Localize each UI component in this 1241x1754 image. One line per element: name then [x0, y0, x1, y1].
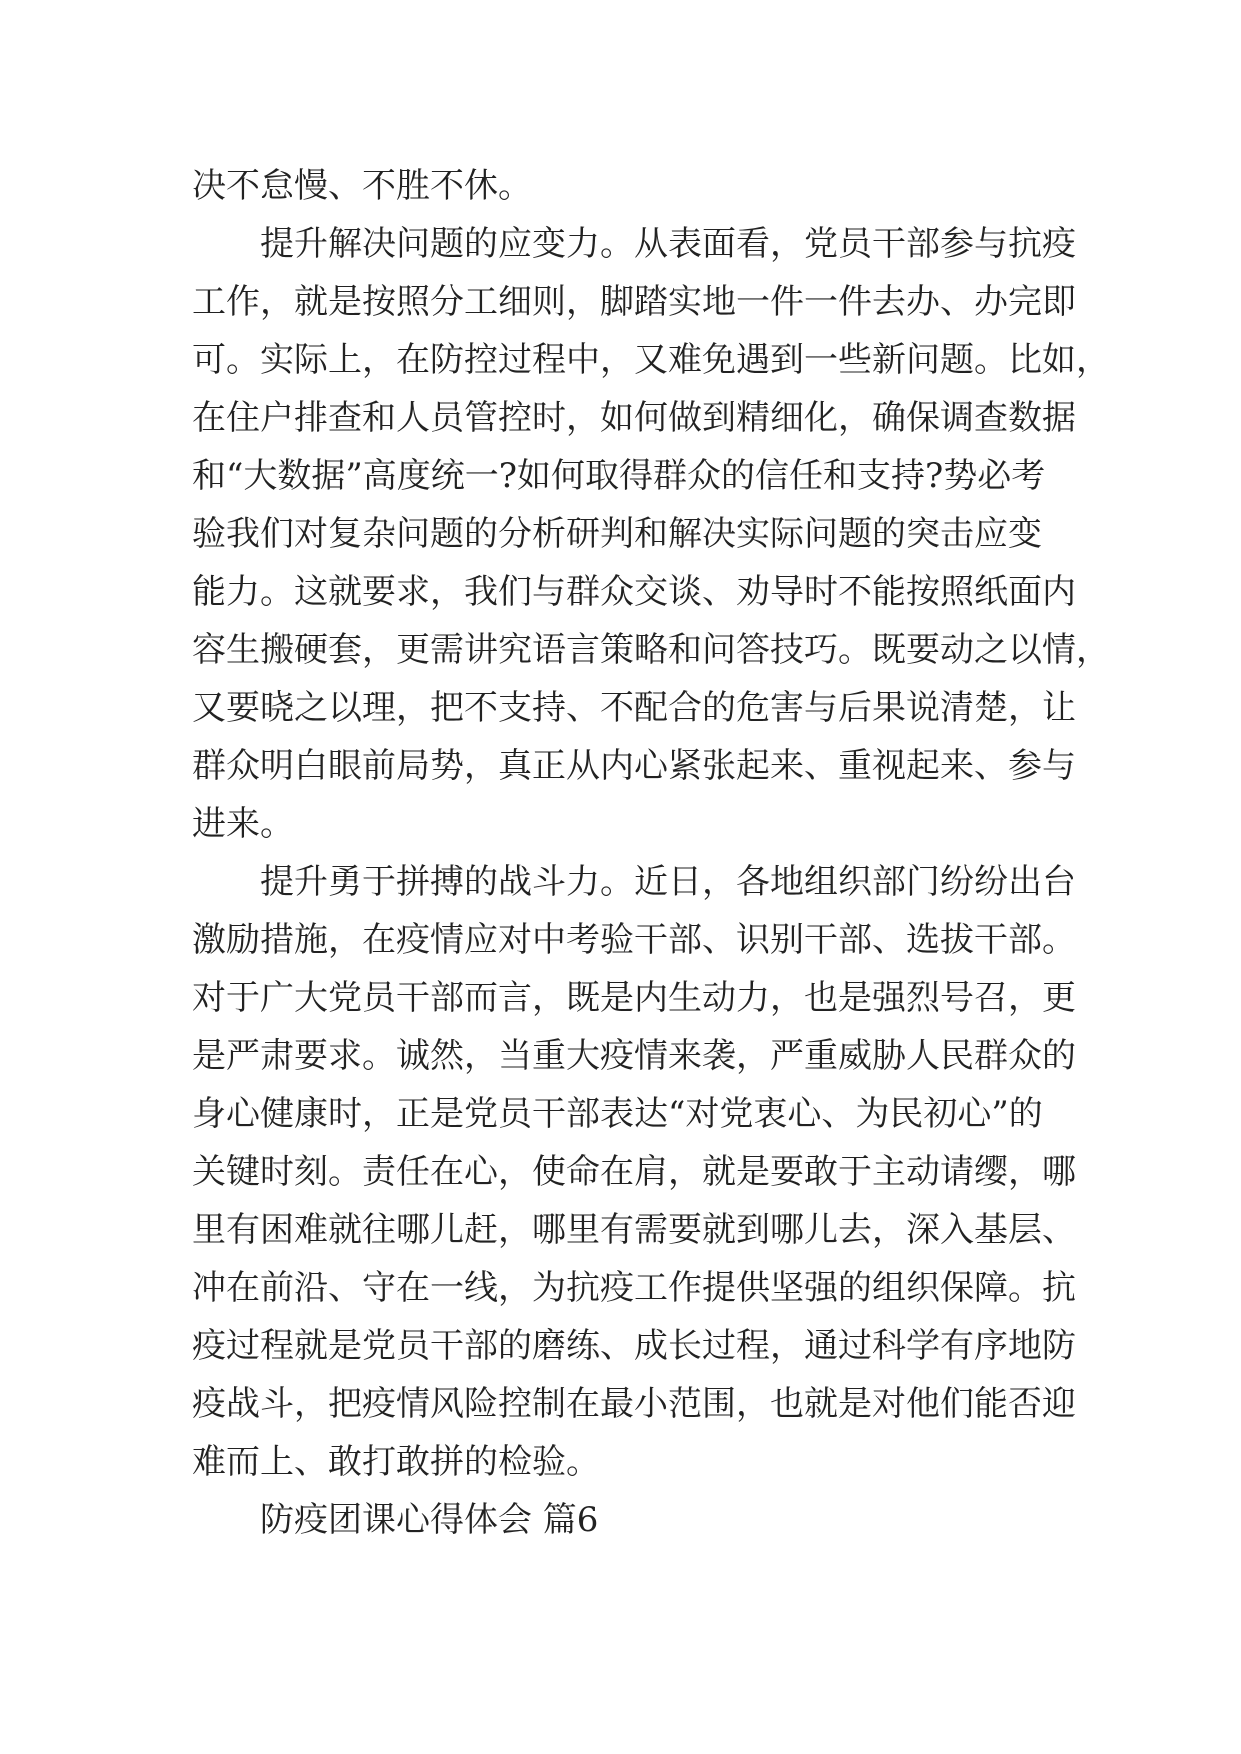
text-line: 又要晓之以理，把不支持、不配合的危害与后果说清楚，让: [192, 688, 1076, 728]
text-line: 身心健康时，正是党员干部表达“对党衷心、为民初心”的: [192, 1094, 1043, 1134]
text-line: 群众明白眼前局势，真正从内心紧张起来、重视起来、参与: [192, 746, 1076, 786]
paragraph-start-line: 提升勇于拼搏的战斗力。近日，各地组织部门纷纷出台: [260, 862, 1076, 902]
text-line: 验我们对复杂问题的分析研判和解决实际问题的突击应变: [192, 514, 1042, 554]
text-line: 容生搬硬套，更需讲究语言策略和问答技巧。既要动之以情，: [192, 630, 1110, 670]
text-line: 能力。这就要求，我们与群众交谈、劝导时不能按照纸面内: [192, 572, 1076, 612]
text-line: 里有困难就往哪儿赶，哪里有需要就到哪儿去，深入基层、: [192, 1210, 1076, 1250]
text-line: 对于广大党员干部而言，既是内生动力，也是强烈号召，更: [192, 978, 1076, 1018]
text-line: 难而上、敢打敢拼的检验。: [192, 1442, 600, 1482]
text-line: 在住户排查和人员管控时，如何做到精细化，确保调查数据: [192, 398, 1076, 438]
text-line: 激励措施，在疫情应对中考验干部、识别干部、选拔干部。: [192, 920, 1076, 960]
paragraph-start-line: 提升解决问题的应变力。从表面看，党员干部参与抗疫: [260, 224, 1076, 264]
text-line: 进来。: [192, 804, 294, 844]
text-line: 决不怠慢、不胜不休。: [192, 166, 532, 206]
text-line: 疫战斗，把疫情风险控制在最小范围，也就是对他们能否迎: [192, 1384, 1076, 1424]
text-line: 可。实际上，在防控过程中，又难免遇到一些新问题。比如，: [192, 340, 1110, 380]
text-line: 疫过程就是党员干部的磨练、成长过程，通过科学有序地防: [192, 1326, 1076, 1366]
text-line: 冲在前沿、守在一线，为抗疫工作提供坚强的组织保障。抗: [192, 1268, 1076, 1308]
text-line: 和“大数据”高度统一?如何取得群众的信任和支持?势必考: [192, 456, 1046, 496]
text-line: 工作，就是按照分工细则，脚踏实地一件一件去办、办完即: [192, 282, 1076, 322]
section-heading: 防疫团课心得体会 篇6: [260, 1500, 599, 1540]
text-line: 是严肃要求。诚然，当重大疫情来袭，严重威胁人民群众的: [192, 1036, 1076, 1076]
text-line: 关键时刻。责任在心，使命在肩，就是要敢于主动请缨，哪: [192, 1152, 1076, 1192]
